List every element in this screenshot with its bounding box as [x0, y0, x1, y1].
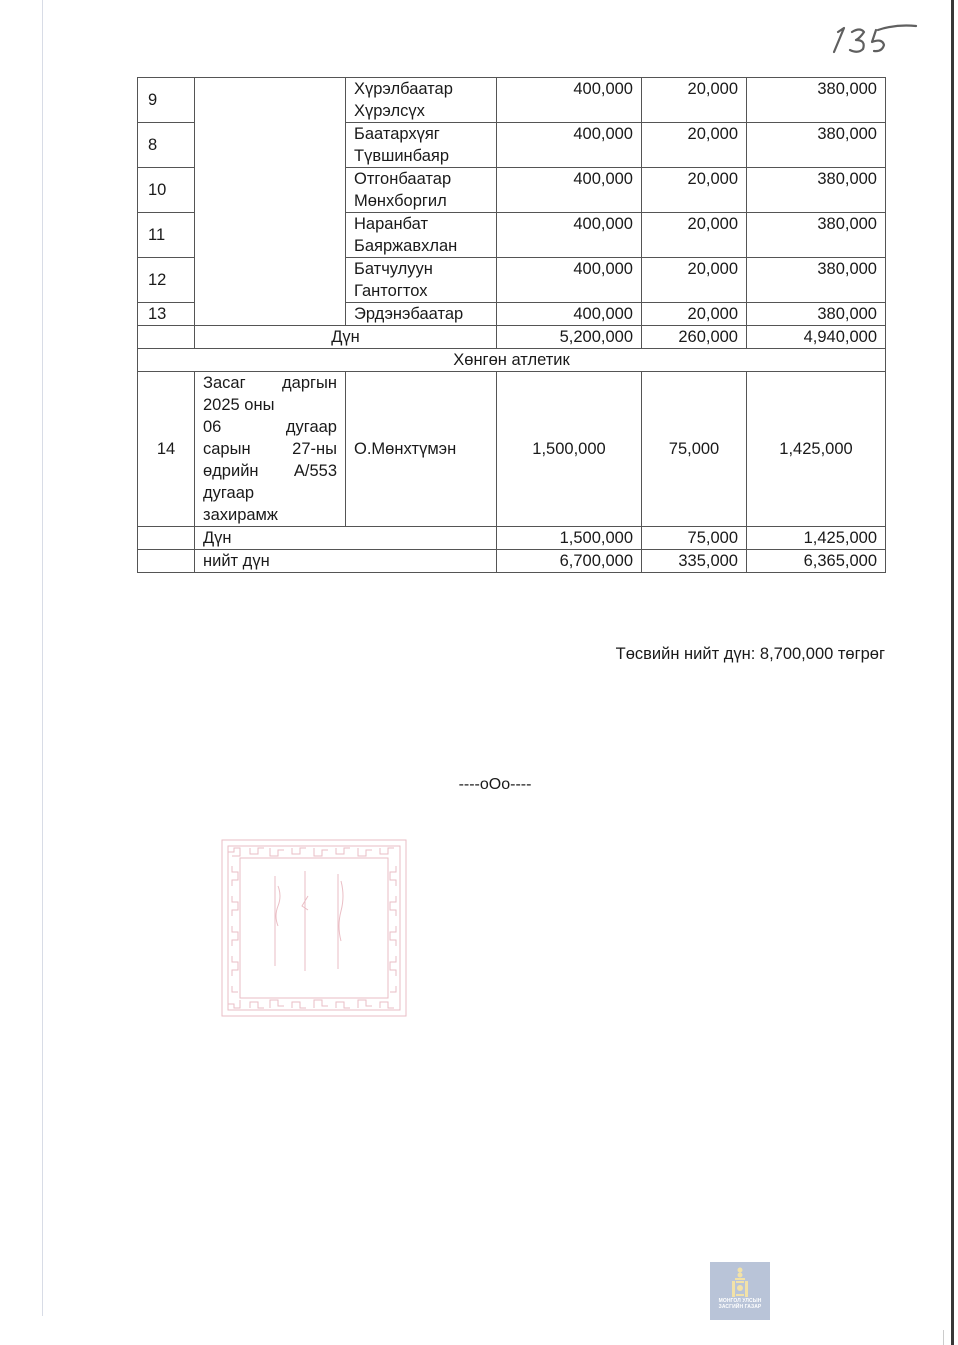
- athlete-name: [346, 78, 497, 123]
- logo-text-line1: МОНГОЛ УЛСЫН: [718, 1298, 762, 1304]
- row-number: 14: [138, 372, 195, 527]
- grand-total-row: [138, 550, 886, 573]
- amount-cell: 400,000: [497, 123, 642, 168]
- net-cell: 380,000: [747, 213, 886, 258]
- empty-cell: [138, 550, 195, 573]
- deduction-cell: 20,000: [642, 258, 747, 303]
- row-number: 12: [138, 258, 195, 303]
- reference-line: [203, 394, 337, 416]
- name-line: Батчулуун: [354, 260, 433, 278]
- net-cell: 380,000: [747, 258, 886, 303]
- budget-table: [137, 77, 886, 573]
- reference-word: сарын: [203, 440, 251, 458]
- section-title: Хөнгөн атлетик: [138, 349, 886, 372]
- name-line: Хүрэлбаатар: [354, 80, 453, 98]
- row-number: 8: [138, 123, 195, 168]
- grand-total-net: 6,365,000: [747, 550, 886, 573]
- row-number: 9: [138, 78, 195, 123]
- amount-cell: 400,000: [497, 168, 642, 213]
- subtotal-row: [138, 527, 886, 550]
- name-line: Хүрэлсүх: [354, 102, 425, 120]
- net-cell: 380,000: [747, 303, 886, 326]
- grand-total-label: нийт дүн: [195, 550, 497, 573]
- deduction-cell: 20,000: [642, 78, 747, 123]
- reference-text: [203, 372, 337, 526]
- name-line: Мөнхборгил: [354, 192, 447, 210]
- amount-cell: 400,000: [497, 303, 642, 326]
- government-logo: [710, 1262, 770, 1320]
- table-row: [138, 78, 886, 123]
- subtotal-net: 4,940,000: [747, 326, 886, 349]
- budget-total: Төсвийн нийт дүн: 8,700,000 төгрөг: [615, 645, 885, 663]
- athlete-name: [346, 168, 497, 213]
- scan-edge-left: [42, 0, 43, 1316]
- grand-total-amount: 6,700,000: [497, 550, 642, 573]
- reference-word: өдрийн: [203, 462, 259, 480]
- subtotal-deduction: 75,000: [642, 527, 747, 550]
- reference-word: дугаар: [203, 484, 255, 502]
- scan-edge-mark: [943, 1330, 944, 1345]
- athlete-name: [346, 258, 497, 303]
- scan-edge-right: [951, 0, 954, 1345]
- net-cell: 380,000: [747, 123, 886, 168]
- subtotal-label: Дүн: [195, 527, 497, 550]
- subtotal-net: 1,425,000: [747, 527, 886, 550]
- table-row: [138, 372, 886, 527]
- reference-word: захирамж: [203, 506, 278, 524]
- name-line: Түвшинбаяр: [354, 147, 450, 165]
- row-number: 10: [138, 168, 195, 213]
- reference-line: [203, 504, 337, 526]
- reference-word: 2025 оны: [203, 396, 275, 414]
- reference-line: [203, 438, 337, 460]
- handwritten-page-number: [830, 18, 920, 58]
- name-line: Баатархүяг: [354, 125, 440, 143]
- reference-word: А/553: [293, 462, 337, 480]
- subtotal-label: Дүн: [195, 326, 497, 349]
- athlete-name: Эрдэнэбаатар: [346, 303, 497, 326]
- row-number: 11: [138, 213, 195, 258]
- amount-cell: 400,000: [497, 258, 642, 303]
- subtotal-amount: 1,500,000: [497, 527, 642, 550]
- deduction-cell: 20,000: [642, 213, 747, 258]
- name-line: Баяржавхлан: [354, 237, 458, 255]
- soyombo-emblem-icon: [728, 1266, 752, 1298]
- athlete-name: [346, 213, 497, 258]
- deduction-cell: 75,000: [642, 372, 747, 527]
- reference-line: [203, 372, 337, 394]
- reference-line: [203, 416, 337, 438]
- deduction-cell: 20,000: [642, 303, 747, 326]
- reference-word: 06: [203, 418, 222, 436]
- reference-word: даргын: [282, 374, 337, 392]
- end-mark: ----oOo----: [458, 776, 532, 793]
- net-cell: 380,000: [747, 78, 886, 123]
- net-cell: 1,425,000: [747, 372, 886, 527]
- section-header-row: [138, 349, 886, 372]
- empty-cell: [138, 326, 195, 349]
- athlete-name: [346, 123, 497, 168]
- amount-cell: 1,500,000: [497, 372, 642, 527]
- official-seal-stamp: [220, 836, 408, 1020]
- subtotal-amount: 5,200,000: [497, 326, 642, 349]
- reference-word: Засаг: [203, 374, 246, 392]
- reference-cell: [195, 372, 346, 527]
- empty-cell: [138, 527, 195, 550]
- subtotal-row: [138, 326, 886, 349]
- reference-word: дугаар: [285, 418, 337, 436]
- deduction-cell: 20,000: [642, 168, 747, 213]
- name-line: Наранбат: [354, 215, 429, 233]
- reference-line: [203, 482, 337, 504]
- name-line: Отгонбаатар: [354, 170, 452, 188]
- deduction-cell: 20,000: [642, 123, 747, 168]
- athlete-name: О.Мөнхтүмэн: [346, 372, 497, 527]
- row-number: 13: [138, 303, 195, 326]
- amount-cell: 400,000: [497, 213, 642, 258]
- amount-cell: 400,000: [497, 78, 642, 123]
- reference-word: 27-ны: [292, 440, 337, 458]
- subtotal-deduction: 260,000: [642, 326, 747, 349]
- name-line: Гантогтох: [354, 282, 428, 300]
- reference-cell-empty: [195, 78, 346, 326]
- logo-text-line2: ЗАСГИЙН ГАЗАР: [718, 1304, 762, 1310]
- reference-line: [203, 460, 337, 482]
- grand-total-deduction: 335,000: [642, 550, 747, 573]
- net-cell: 380,000: [747, 168, 886, 213]
